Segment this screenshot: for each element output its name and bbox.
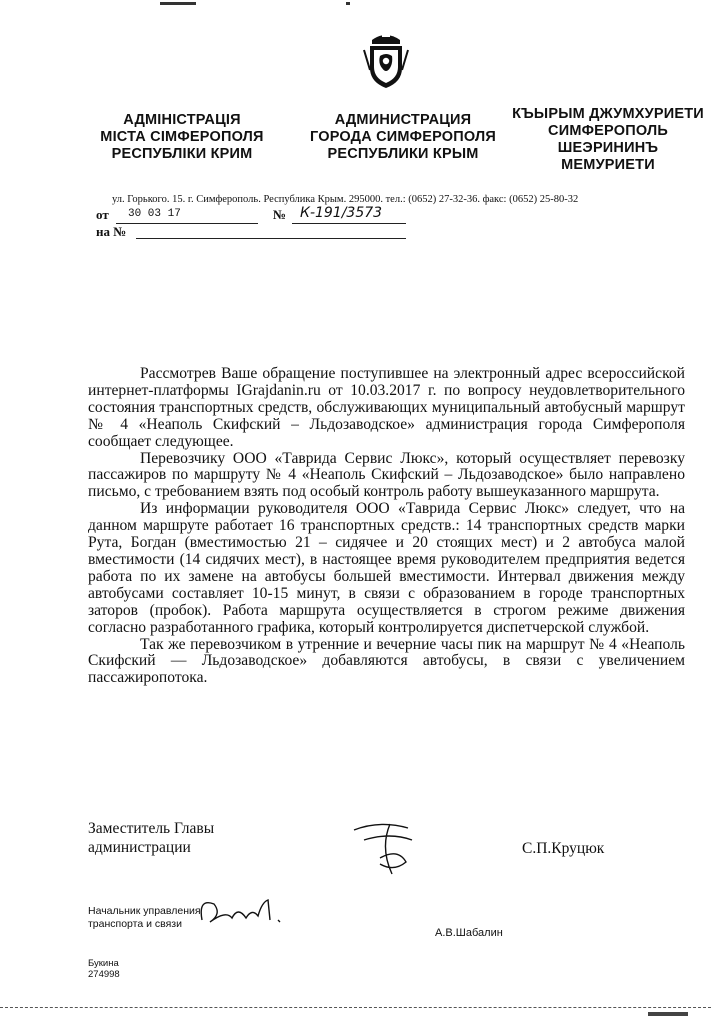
- reply-to-underline: [136, 238, 406, 239]
- header-center-line: ГОРОДА СИМФЕРОПОЛЯ: [309, 129, 497, 145]
- prepared-by-title: [88, 905, 201, 931]
- prepared-by-name: А.В.Шабалин: [435, 927, 503, 939]
- reply-to-label: на №: [96, 224, 127, 239]
- header-right-line: СИМФЕРОПОЛЬ: [548, 123, 668, 139]
- header-left-line: АДМІНІСТРАЦІЯ: [123, 112, 241, 128]
- executor-phone: 274998: [88, 969, 120, 980]
- letter-date: 30 03 17: [128, 208, 181, 220]
- header-left-line: МІСТА СІМФЕРОПОЛЯ: [100, 129, 264, 145]
- date-underline: [116, 223, 258, 224]
- scan-mark: [346, 2, 350, 5]
- body-paragraph: Из информации руководителя ООО «Таврида Сервис Люкс» следует, что на данном маршруте работает 16 транспортных средств.: 14 транспортных средств марки Рута, Богдан (вместимостью 21 – сидячее и 20 стоящих мест) и 2 автобуса малой вместимости (14 сидячих мест), в настоящее время руководителем предприятия ведется работа по их замене на автобусы большей вместимости. Интервал движения между автобусами составляет 10-15 минут, в связи с образованием в городе транспортных заторов (пробок). Работа маршрута осуществляется в строгом режиме движения согласно разработанного графика, который контролируется диспетчерской службой.: [88, 500, 685, 636]
- initials-scribble-icon: [196, 890, 286, 934]
- signature-scribble-icon: [350, 818, 430, 878]
- signatory-name: С.П.Круцюк: [522, 840, 605, 857]
- prepared-by-title-line: Начальник управления: [88, 905, 201, 917]
- header-center-line: РЕСПУБЛИКИ КРЫМ: [327, 146, 479, 162]
- executor-info: [88, 958, 120, 980]
- letter-body: [88, 366, 685, 687]
- executor-name: Букина: [88, 958, 119, 969]
- signatory-title-line: администрации: [88, 839, 191, 856]
- scan-mark: [160, 2, 196, 5]
- header-ukrainian: [72, 112, 292, 163]
- number-underline: [292, 223, 406, 224]
- letter-number: К-191/3573: [300, 205, 383, 221]
- signatory-title-line: Заместитель Главы: [88, 820, 215, 837]
- coat-of-arms-icon: [362, 30, 410, 90]
- header-right-line: КЪЫРЫМ ДЖУМХУРИЕТИ: [512, 106, 704, 122]
- header-right-line: МЕМУРИЕТИ: [561, 157, 655, 173]
- scan-mark: [648, 1012, 688, 1016]
- header-center-line: АДМИНИСТРАЦИЯ: [334, 112, 472, 128]
- address-line: ул. Горького. 15. г. Симферополь. Республика Крым. 295000. тел.: (0652) 27-32-36. факс: (0652) 25-80-32: [112, 194, 579, 205]
- body-paragraph: Так же перевозчиком в утренние и вечерние часы пик на маршрут № 4 «Неаполь Скифский — Льдозаводское» добавляются автобусы, в связи с увеличением пассажиропотока.: [88, 635, 685, 687]
- header-right-line: ШЕЭРИНИНЪ: [557, 140, 659, 156]
- from-label: от: [96, 207, 109, 222]
- number-label: №: [273, 207, 287, 222]
- header-left-line: РЕСПУБЛІКИ КРИМ: [111, 146, 253, 162]
- signatory-title: [88, 819, 214, 857]
- body-paragraph: Перевозчику ООО «Таврида Сервис Люкс», который осуществляет перевозку пассажиров по маршруту № 4 «Неаполь Скифский – Льдозаводское» было направлено письмо, с требованием взять под особый контроль работу вышеуказанного маршрута.: [88, 449, 685, 501]
- prepared-by-title-line: транспорта и связи: [88, 918, 182, 930]
- scan-edge-line: [0, 1007, 711, 1008]
- header-crimean-tatar: [510, 106, 706, 174]
- body-paragraph: Рассмотрев Ваше обращение поступившее на электронный адрес всероссийской интернет-платформы IGrajdanin.ru от 10.03.2017 г. по вопросу неудовлетворительного состояния транспортных средств, обслуживающих муниципальный автобусный маршрут № 4 «Неаполь Скифский – Льдозаводское» администрация города Симферополя сообщает следующее.: [88, 365, 685, 450]
- header-russian: [296, 112, 510, 163]
